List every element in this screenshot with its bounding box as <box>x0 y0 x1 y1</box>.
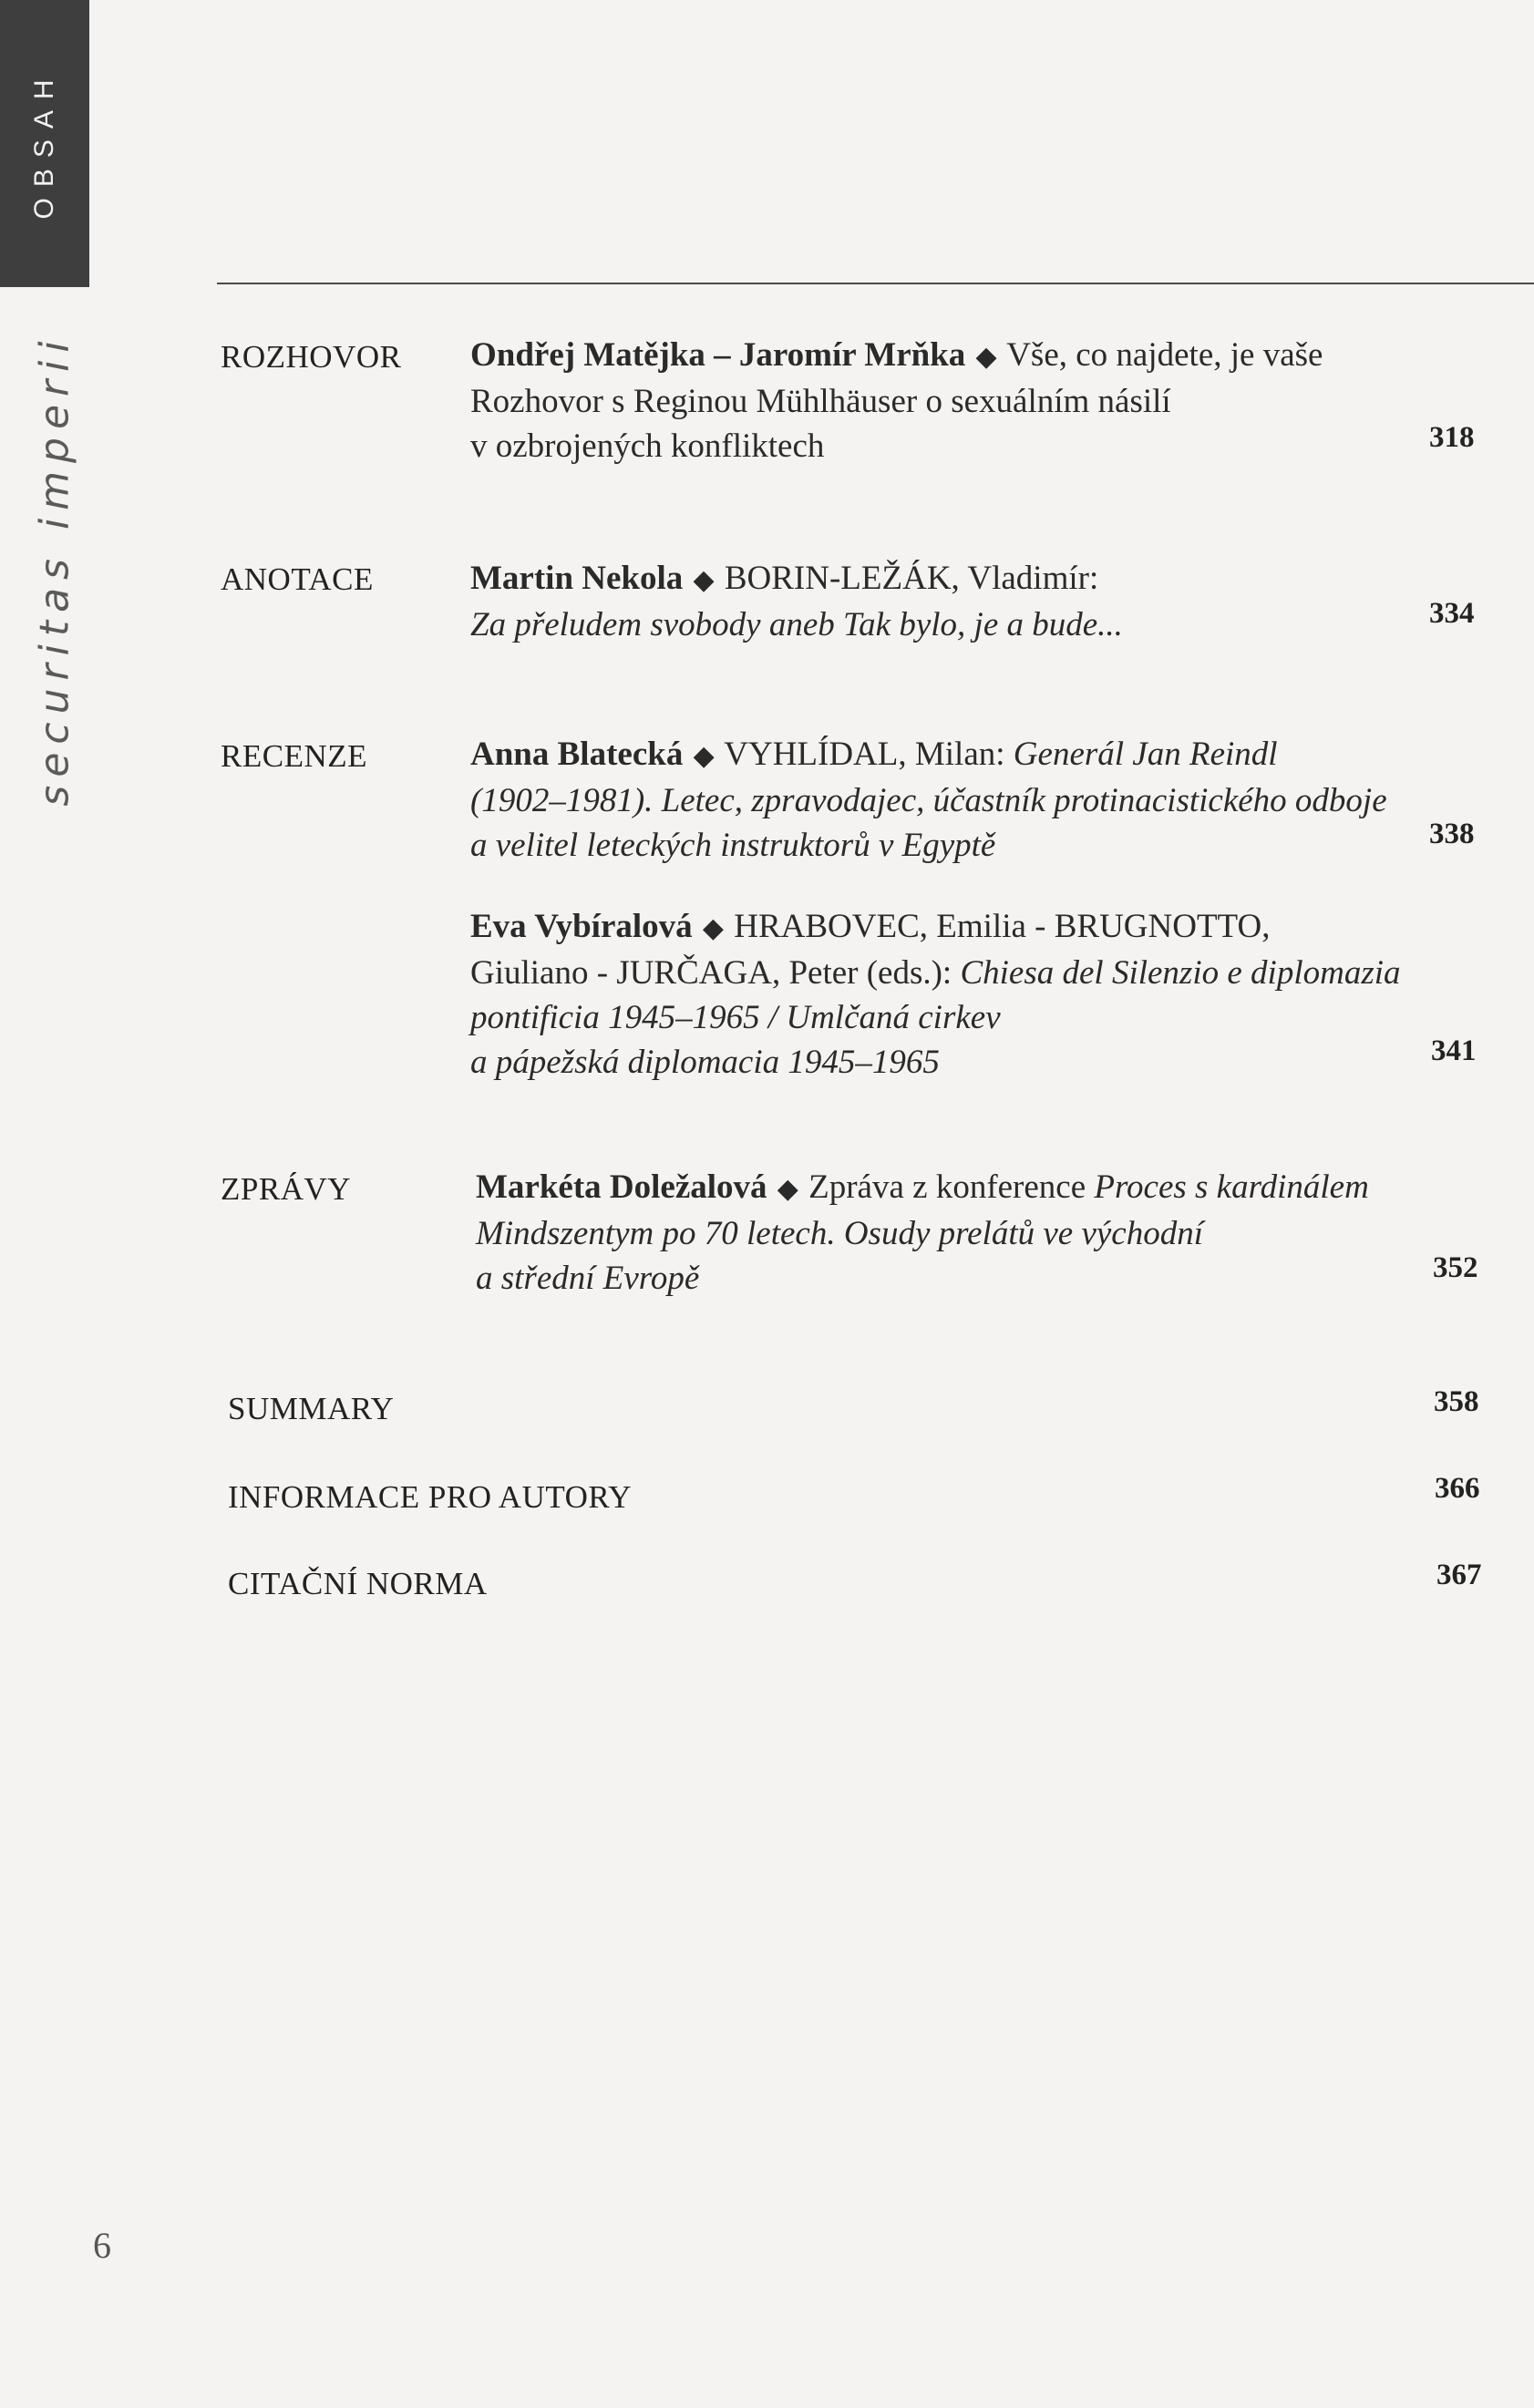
entry-title: Vše, co najdete, je vaše <box>1006 336 1323 374</box>
entry-author: Anna Blatecká <box>470 736 684 773</box>
category-recenze: RECENZE <box>221 738 367 774</box>
entry-title: a pápežská diplomacia 1945–1965 <box>470 1044 940 1081</box>
diamond-icon: ◆ <box>777 1174 798 1204</box>
entry-anotace <box>470 556 1436 647</box>
entry-title: (1902–1981). Letec, zpravodajec, účastník protinacistického odboje <box>470 782 1387 819</box>
contents-tab <box>0 0 89 287</box>
entry-title: Rozhovor s Reginou Mühlhäuser o sexuálním násilí <box>470 383 1171 420</box>
diamond-icon: ◆ <box>975 342 997 372</box>
diamond-icon: ◆ <box>702 913 724 943</box>
entry-title: Za přeludem svobody aneb Tak bylo, je a bude... <box>470 606 1123 643</box>
entry-recenze-1 <box>470 732 1436 868</box>
entry-recenze-2 <box>470 904 1436 1085</box>
entry-title: Zpráva z konference <box>808 1168 1095 1206</box>
entry-author: Markéta Doležalová <box>476 1168 767 1206</box>
page-number: 341 <box>1431 1034 1477 1067</box>
category-rozhovor: ROZHOVOR <box>221 339 402 375</box>
page-number: 352 <box>1433 1251 1478 1284</box>
page-number: 367 <box>1436 1559 1482 1591</box>
entry-zpravy <box>476 1165 1442 1301</box>
entry-title: a velitel leteckých instruktorů v Egyptě <box>470 827 996 864</box>
entry-title: VYHLÍDAL, Milan: <box>724 736 1014 773</box>
entry-title: Giuliano - JURČAGA, Peter (eds.): <box>470 954 961 992</box>
diamond-icon: ◆ <box>693 565 715 595</box>
entry-title: BORIN-LEŽÁK, Vladimír: <box>724 560 1099 597</box>
page-number: 358 <box>1434 1385 1479 1418</box>
diamond-icon: ◆ <box>693 741 715 771</box>
entry-author: Martin Nekola <box>470 560 684 597</box>
header-rule <box>217 283 1534 284</box>
entry-title: Proces s kardinálem <box>1094 1168 1369 1206</box>
page-number: 338 <box>1429 818 1475 850</box>
entry-rozhovor <box>470 333 1436 468</box>
toc-item-citacni-norma: CITAČNÍ NORMA <box>228 1566 488 1601</box>
entry-title: v ozbrojených konfliktech <box>470 427 825 465</box>
journal-name: securitas imperii <box>31 333 78 807</box>
entry-title: Mindszentym po 70 letech. Osudy prelátů ve východní <box>476 1215 1204 1252</box>
entry-title: Chiesa del Silenzio e diplomazia <box>960 954 1401 992</box>
entry-title: Generál Jan Reindl <box>1013 736 1278 773</box>
toc-item-summary: SUMMARY <box>228 1391 395 1426</box>
contents-tab-label: OBSAH <box>29 68 59 220</box>
page-folio: 6 <box>93 2225 111 2266</box>
entry-author: Ondřej Matějka – Jaromír Mrňka <box>470 336 966 374</box>
category-zpravy: ZPRÁVY <box>221 1171 352 1207</box>
page-number: 366 <box>1435 1472 1480 1505</box>
page-number: 318 <box>1429 421 1475 454</box>
entry-title: HRABOVEC, Emilia - BRUGNOTTO, <box>734 908 1271 945</box>
entry-title: a střední Evropě <box>476 1260 700 1297</box>
entry-author: Eva Vybíralová <box>470 908 693 945</box>
category-anotace: ANOTACE <box>221 561 374 597</box>
entry-title: pontificia 1945–1965 / Umlčaná cirkev <box>470 999 1001 1036</box>
page-number: 334 <box>1429 597 1475 630</box>
toc-item-informace: INFORMACE PRO AUTORY <box>228 1479 633 1515</box>
